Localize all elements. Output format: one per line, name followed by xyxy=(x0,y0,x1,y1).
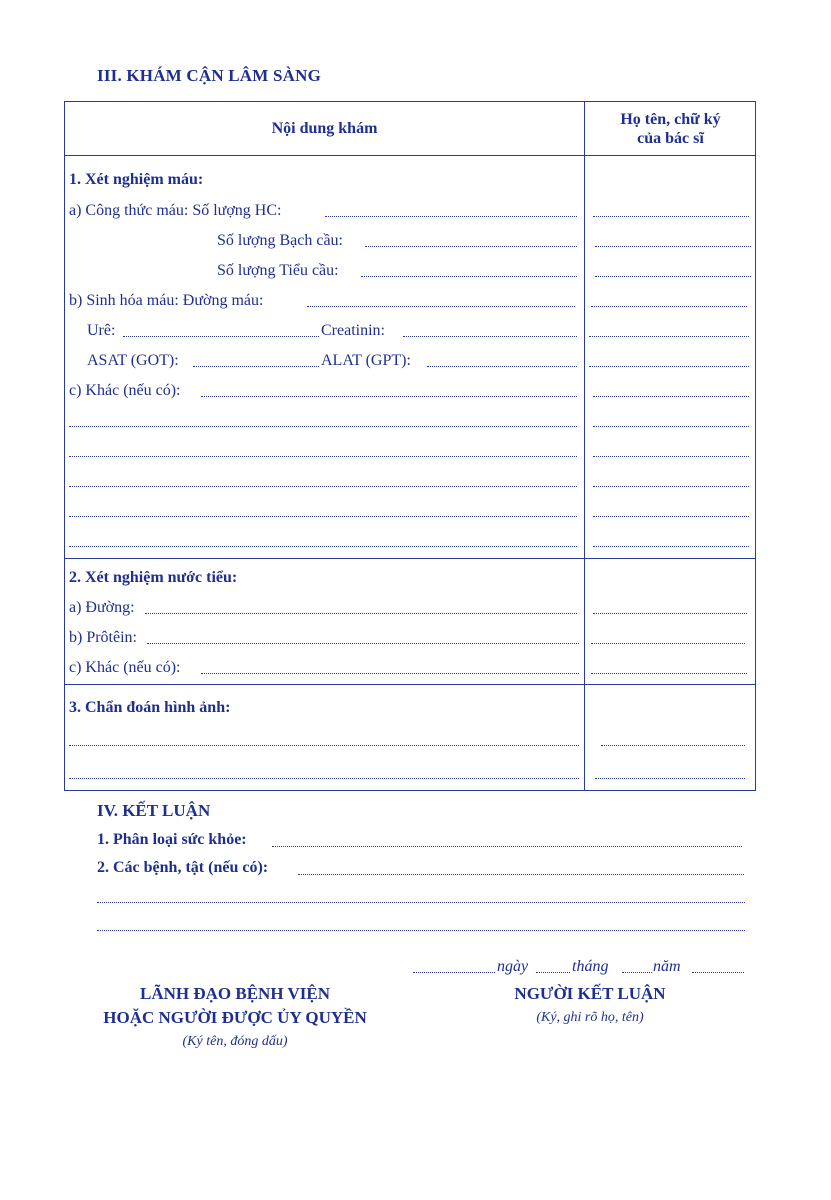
urine-protein-field[interactable] xyxy=(147,643,579,644)
left-signature-title-2: HOẶC NGƯỜI ĐƯỢC ỦY QUYỀN xyxy=(103,1008,367,1027)
date-day-field[interactable] xyxy=(536,972,570,973)
left-signature-title-1: LÃNH ĐẠO BỆNH VIỆN xyxy=(139,984,331,1003)
blank-line[interactable] xyxy=(69,426,577,427)
blank-line[interactable] xyxy=(69,516,577,517)
blank-line[interactable] xyxy=(69,546,577,547)
urine-glucose-label: a) Đường: xyxy=(69,599,135,616)
urine-glucose-field[interactable] xyxy=(145,613,577,614)
section-title-3: III. KHÁM CẬN LÂM SÀNG xyxy=(97,66,321,85)
sign-field[interactable] xyxy=(595,246,751,247)
sign-field[interactable] xyxy=(593,456,749,457)
creatinin-field[interactable] xyxy=(403,336,577,337)
blood-glucose-label: b) Sinh hóa máu: Đường máu: xyxy=(69,292,264,309)
sign-field[interactable] xyxy=(593,486,749,487)
imaging-title: 3. Chẩn đoán hình ảnh: xyxy=(69,699,231,716)
section-title-4: IV. KẾT LUẬN xyxy=(97,801,211,820)
left-signature-block xyxy=(60,982,410,1054)
header-sign-line2: của bác sĩ xyxy=(637,130,704,147)
blood-other-label: c) Khác (nếu có): xyxy=(69,382,181,399)
blank-line[interactable] xyxy=(97,930,745,931)
blood-plt-label: Số lượng Tiểu cầu: xyxy=(217,262,339,279)
blood-wbc-label: Số lượng Bạch cầu: xyxy=(217,232,343,249)
sign-field[interactable] xyxy=(593,546,749,547)
blank-line[interactable] xyxy=(69,486,577,487)
column-divider xyxy=(584,102,585,790)
sign-field[interactable] xyxy=(601,745,745,746)
blood-plt-field[interactable] xyxy=(361,276,577,277)
date-month-field[interactable] xyxy=(622,972,652,973)
blood-wbc-field[interactable] xyxy=(365,246,577,247)
health-classification-label: 1. Phân loại sức khỏe: xyxy=(97,831,247,848)
alat-field[interactable] xyxy=(427,366,577,367)
sign-field[interactable] xyxy=(589,366,749,367)
right-signature-block xyxy=(440,982,740,1030)
diseases-label: 2. Các bệnh, tật (nếu có): xyxy=(97,859,269,876)
sign-field[interactable] xyxy=(591,673,747,674)
exam-table xyxy=(64,101,756,791)
header-content: Nội dung khám xyxy=(271,120,378,137)
sign-field[interactable] xyxy=(591,643,745,644)
sign-field[interactable] xyxy=(593,426,749,427)
blood-other-field[interactable] xyxy=(201,396,577,397)
right-signature-title: NGƯỜI KẾT LUẬN xyxy=(514,984,666,1003)
urea-label: Urê: xyxy=(87,322,116,339)
blood-rbc-field[interactable] xyxy=(325,216,577,217)
blood-glucose-field[interactable] xyxy=(307,306,575,307)
urea-field[interactable] xyxy=(123,336,319,337)
sign-field[interactable] xyxy=(595,778,745,779)
asat-field[interactable] xyxy=(193,366,319,367)
urine-protein-label: b) Prôtêin: xyxy=(69,629,137,646)
blood-title: 1. Xét nghiệm máu: xyxy=(69,171,204,188)
urine-other-label: c) Khác (nếu có): xyxy=(69,659,181,676)
date-day-label: ngày xyxy=(497,958,529,975)
blank-line[interactable] xyxy=(69,456,577,457)
sign-field[interactable] xyxy=(595,276,751,277)
sign-field[interactable] xyxy=(593,396,749,397)
sign-field[interactable] xyxy=(593,216,749,217)
urine-title: 2. Xét nghiệm nước tiểu: xyxy=(69,569,238,586)
left-signature-note: (Ký tên, đóng dấu) xyxy=(182,1034,288,1049)
sign-field[interactable] xyxy=(591,306,747,307)
creatinin-label: Creatinin: xyxy=(321,322,385,339)
blood-rbc-label: a) Công thức máu: Số lượng HC: xyxy=(69,202,282,219)
diseases-field[interactable] xyxy=(298,874,744,875)
date-year-field[interactable] xyxy=(692,972,744,973)
sign-field[interactable] xyxy=(593,516,749,517)
date-place-field[interactable] xyxy=(413,972,495,973)
blank-line[interactable] xyxy=(69,745,579,746)
header-doctor-sign xyxy=(586,102,755,156)
alat-label: ALAT (GPT): xyxy=(321,352,411,369)
asat-label: ASAT (GOT): xyxy=(87,352,179,369)
health-classification-field[interactable] xyxy=(272,846,742,847)
blank-line[interactable] xyxy=(97,902,745,903)
date-month-label: tháng xyxy=(572,958,609,975)
urine-imaging-divider xyxy=(65,684,755,685)
blood-urine-divider xyxy=(65,558,755,559)
blank-line[interactable] xyxy=(69,778,579,779)
date-year-label: năm xyxy=(653,958,681,975)
right-signature-note: (Ký, ghi rõ họ, tên) xyxy=(536,1010,644,1025)
urine-other-field[interactable] xyxy=(201,673,579,674)
sign-field[interactable] xyxy=(593,613,747,614)
header-sign-line1: Họ tên, chữ ký xyxy=(620,111,721,128)
sign-field[interactable] xyxy=(589,336,749,337)
